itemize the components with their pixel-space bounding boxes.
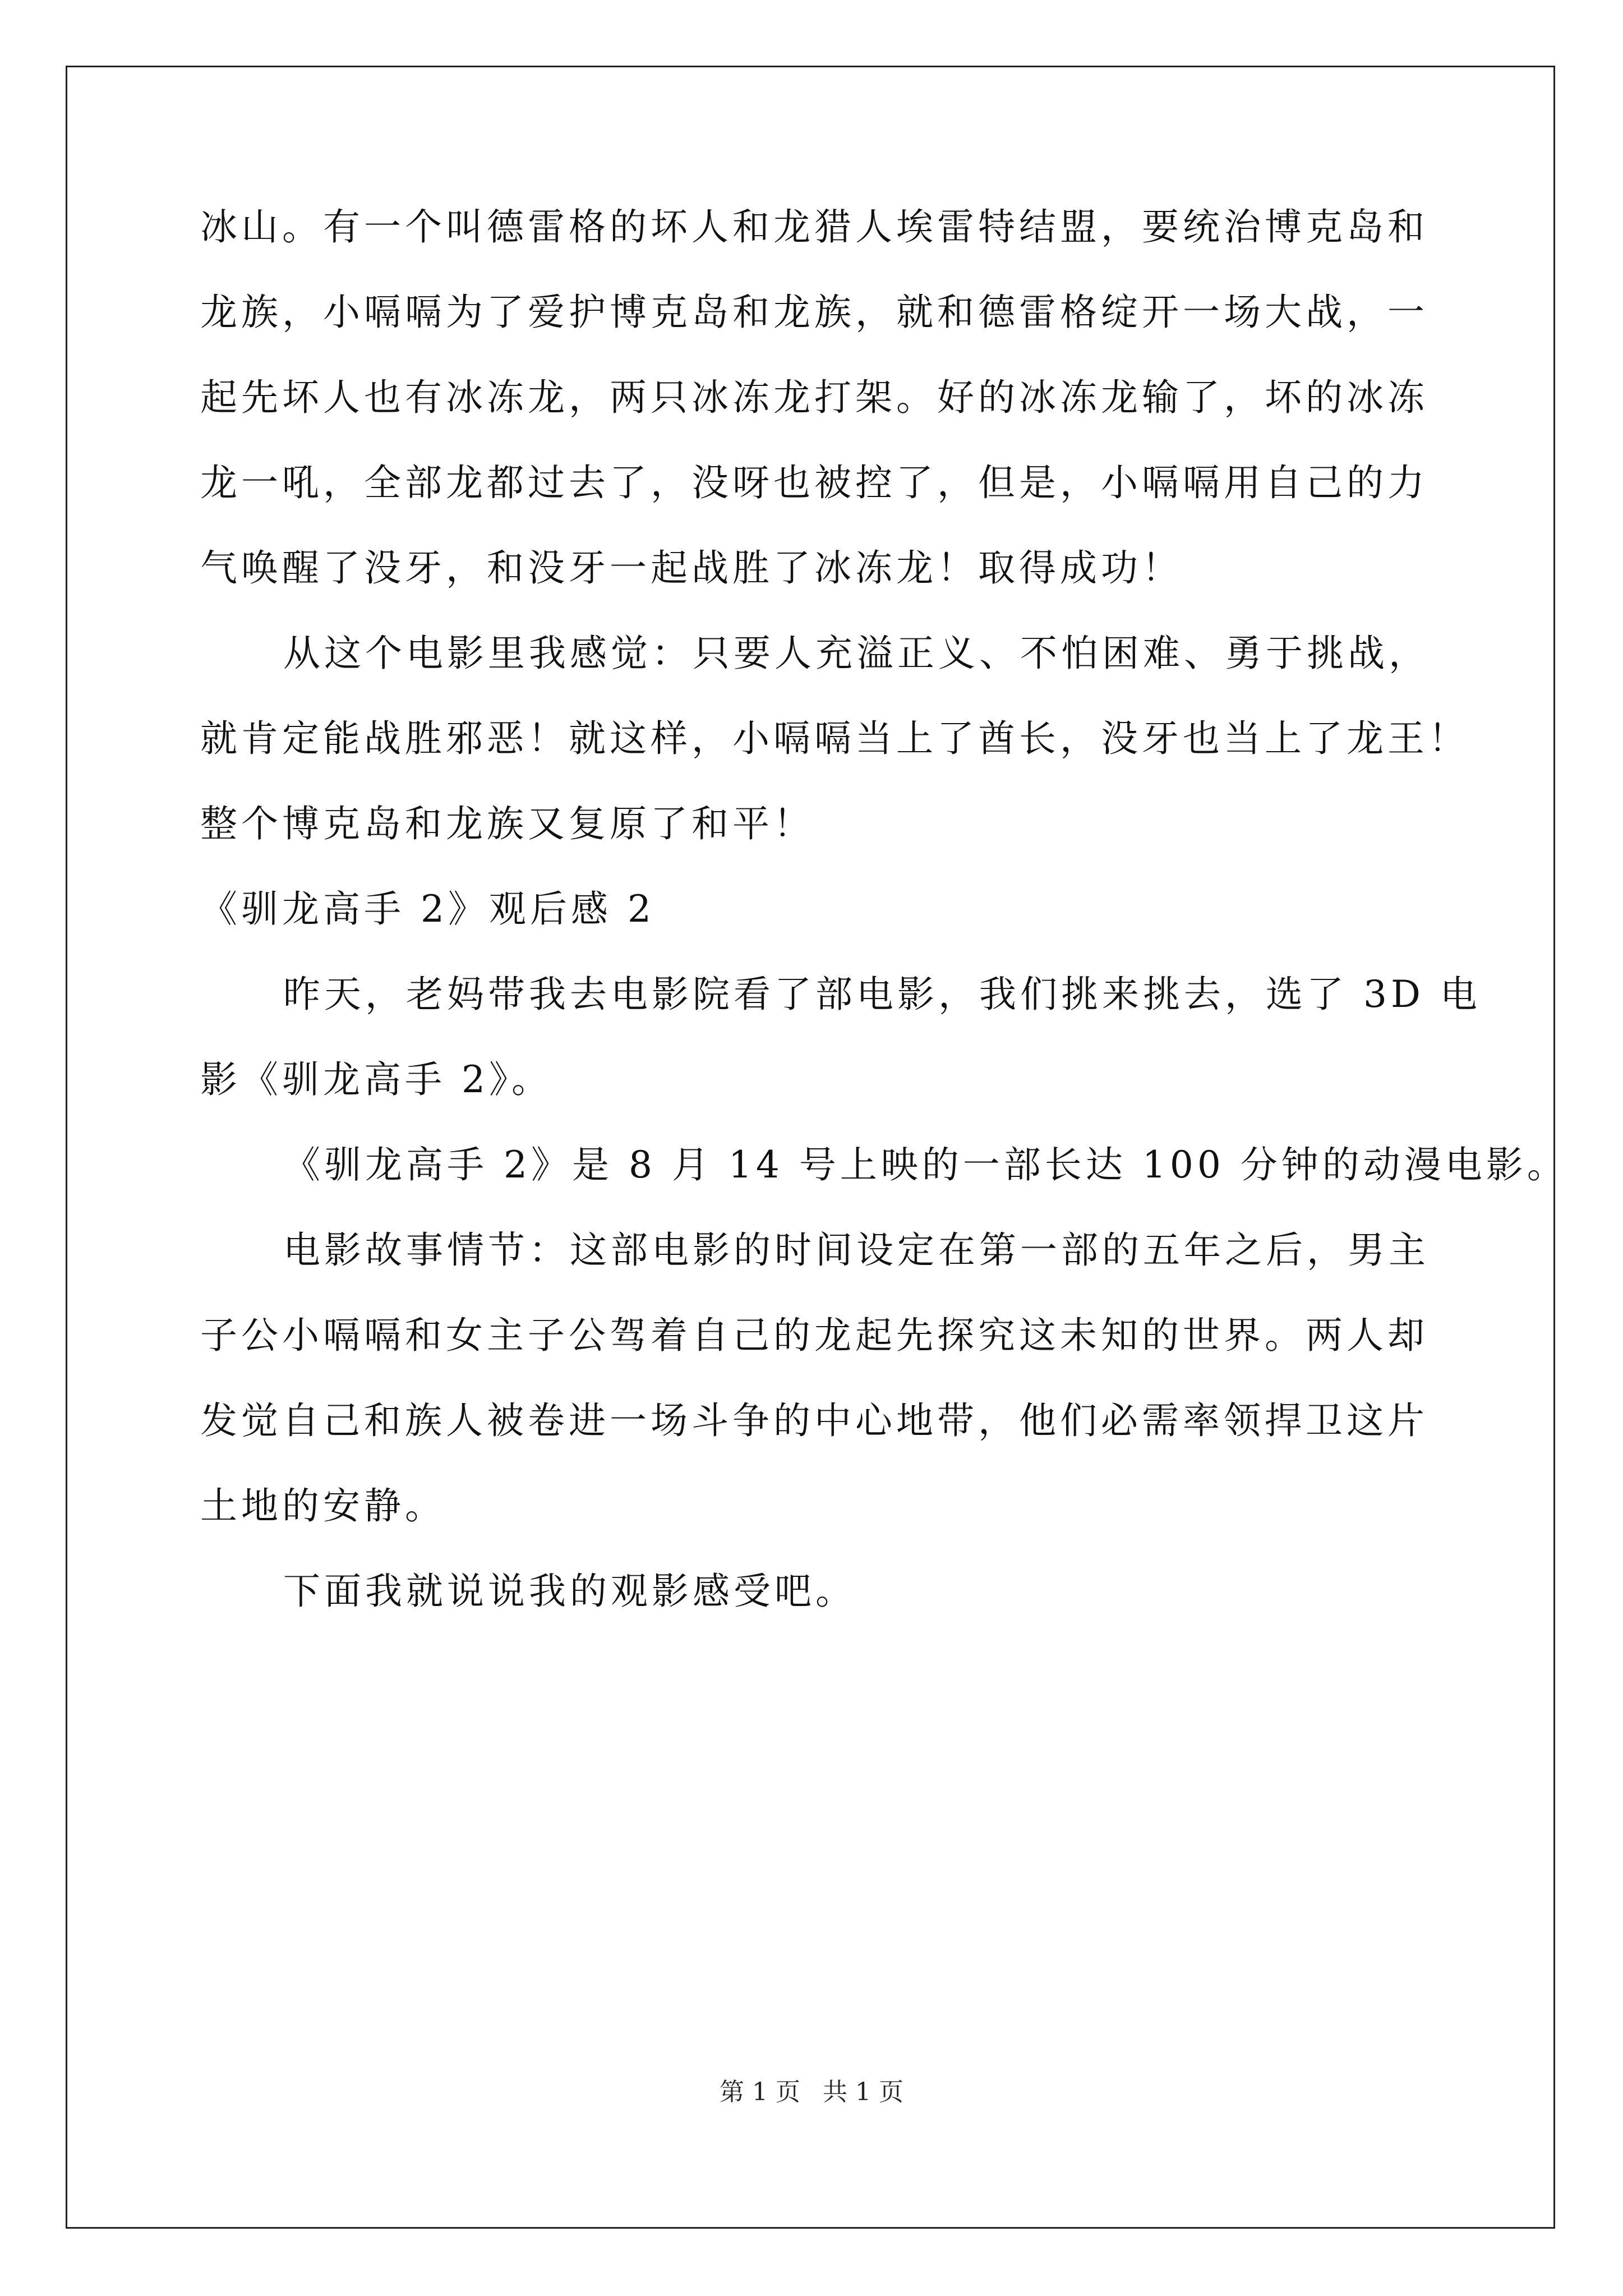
paragraph-start: 《驯龙高手 2》是 8 月 14 号上映的一部长达 100 分钟的动漫电影。 [283,1143,1568,1186]
text-line: 冰山。有一个叫德雷格的坏人和龙猎人埃雷特结盟，要统治博克岛和 [200,205,1428,249]
page-footer [0,2076,1623,2109]
text-line: 龙族，小嗝嗝为了爱护博克岛和龙族，就和德雷格绽开一场大战，一 [200,291,1428,334]
paragraph-start: 从这个电影里我感觉：只要人充溢正义、不怕困难、勇于挑战， [283,632,1430,675]
text-line: 发觉自己和族人被卷进一场斗争的中心地带，他们必需率领捍卫这片 [200,1399,1428,1442]
section-title: 《驯龙高手 2》观后感 2 [200,887,655,931]
text-line: 整个博克岛和龙族又复原了和平！ [200,802,814,845]
text-line: 起先坏人也有冰冻龙，两只冰冻龙打架。好的冰冻龙输了，坏的冰冻 [200,376,1428,419]
page-count: 共 1 页 [823,2078,903,2106]
text-line: 子公小嗝嗝和女主子公驾着自己的龙起先探究这未知的世界。两人却 [200,1314,1428,1357]
paragraph-start: 昨天，老妈带我去电影院看了部电影，我们挑来挑去，选了 3D 电 [283,973,1481,1016]
text-line: 影《驯龙高手 2》。 [200,1058,552,1101]
text-line: 气唤醒了没牙，和没牙一起战胜了冰冻龙！取得成功！ [200,546,1183,590]
paragraph-start: 下面我就说说我的观影感受吧。 [283,1570,856,1613]
page-number: 第 1 页 [720,2078,800,2106]
text-line: 龙一吼，全部龙都过去了，没呀也被控了，但是，小嗝嗝用自己的力 [200,461,1428,504]
paragraph-start: 电影故事情节：这部电影的时间设定在第一部的五年之后，男主 [283,1228,1430,1272]
text-line: 就肯定能战胜邪恶！就这样，小嗝嗝当上了酋长，没牙也当上了龙王！ [200,717,1469,760]
text-line: 土地的安静。 [200,1484,446,1527]
